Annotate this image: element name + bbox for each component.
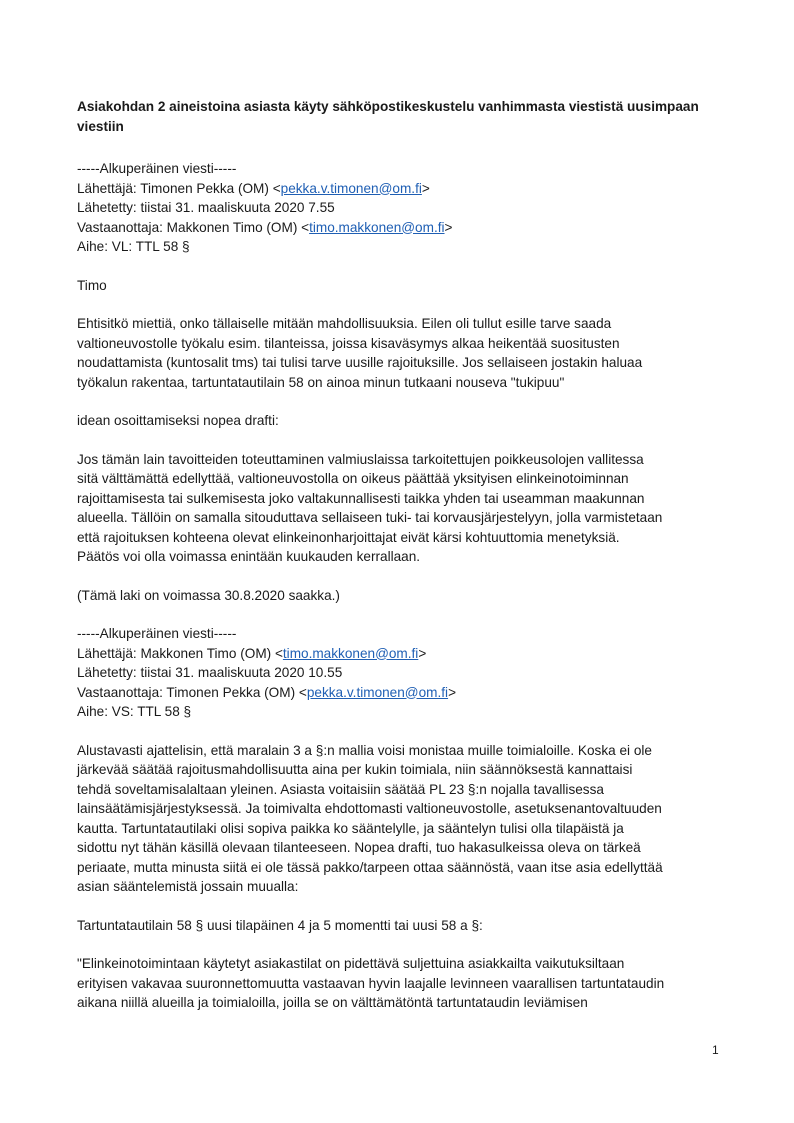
email-header-1: [77, 159, 722, 257]
email1-paragraph-2: [77, 411, 722, 431]
email2-paragraph-1: [77, 741, 722, 897]
email-from: [77, 644, 722, 664]
email-subject: Aihe: VL: TTL 58 §: [77, 239, 190, 254]
text-line: idean osoittamiseksi nopea drafti:: [77, 413, 279, 428]
email-separator: -----Alkuperäinen viesti-----: [77, 626, 237, 641]
text-line: valtioneuvostolle työkalu esim. tilanteissa, joissa kisaväsymys alkaa heikentää suositusten: [77, 335, 620, 351]
email-header-2: [77, 624, 722, 722]
email-greeting: [77, 276, 722, 296]
to-email-link[interactable]: timo.makkonen@om.fi: [309, 219, 445, 235]
to-label: Vastaanottaja: Timonen Pekka (OM) <: [77, 684, 307, 700]
from-label: Lähettäjä: Makkonen Timo (OM) <: [77, 645, 283, 661]
bracket-close: >: [448, 684, 457, 700]
text-line: järkevää säätää rajoitusmahdollisuutta aina per kukin toimiala, niin säännöksestä kannattaisi: [77, 762, 633, 777]
email-to: [77, 218, 722, 238]
heading-line: Asiakohdan 2 aineistoina asiasta käyty sähköpostikeskustelu vanhimmasta viestistä uusimpaan: [77, 99, 699, 114]
text-line: sitä välttämättä edellyttää, valtioneuvostolla on oikeus päättää yksityisen elinkeinotoiminnan: [77, 471, 629, 486]
email1-paragraph-3: [77, 450, 722, 567]
text-line: periaate, mutta minusta siitä ei ole tässä pakko/tarpeen ottaa säännöstä, vaan itse asia edellyttää: [77, 859, 663, 875]
text-line: lainsäätämisjärjestyksessä. Ja toimivalta ehdottomasti valtioneuvostolle, asetuksenantovaltuuden: [77, 801, 662, 816]
text-line: erityisen vakavaa suuronnettomuutta vastaavan hyvin laajalle levinneen vaarallisen tartuntataudin: [77, 975, 665, 991]
email1-paragraph-1: [77, 314, 722, 392]
from-label: Lähettäjä: Timonen Pekka (OM) <: [77, 180, 281, 196]
text-line: Alustavasti ajattelisin, että maralain 3 a §:n mallia voisi monistaa muille toimialoille. Koska ei ole: [77, 742, 652, 758]
text-line: Päätös voi olla voimassa enintään kuukauden kerrallaan.: [77, 549, 421, 564]
text-line: alueella. Tällöin on samalla sitouduttava sellaiseen tuki- tai korvausjärjestelyyn, jolla varmistetaan: [77, 510, 663, 525]
to-label: Vastaanottaja: Makkonen Timo (OM) <: [77, 219, 310, 235]
bracket-close: >: [444, 219, 453, 235]
bracket-close: >: [421, 180, 430, 196]
greeting-line: Timo: [77, 277, 107, 293]
email1-paragraph-4: [77, 586, 722, 606]
text-line: (Tämä laki on voimassa 30.8.2020 saakka.): [77, 587, 340, 603]
text-line: että rajoituksen kohteena olevat elinkeinonharjoittajat eivät kärsi kohtuuttomia menetyksiä.: [77, 529, 620, 545]
text-line: "Elinkeinotoimintaan käytetyt asiakastilat on pidettävä suljettuina asiakkailta vaikutuksiltaan: [77, 956, 625, 971]
email-to: [77, 683, 722, 703]
text-line: Tartuntatautilain 58 § uusi tilapäinen 4 ja 5 momentti tai uusi 58 a §:: [77, 917, 483, 933]
from-email-link[interactable]: pekka.v.timonen@om.fi: [280, 180, 422, 196]
email-sent: Lähetetty: tiistai 31. maaliskuuta 2020 7.55: [77, 200, 335, 215]
to-email-link[interactable]: pekka.v.timonen@om.fi: [306, 684, 449, 700]
text-line: noudattamista (kuntosalit tms) tai tulisi tarve uusille rajoituksille. Jos sellaiseen jostakin haluaa: [77, 355, 643, 370]
text-line: Jos tämän lain tavoitteiden toteuttaminen valmiuslaissa tarkoitettujen poikkeusolojen vallitessa: [77, 451, 644, 467]
email-from: [77, 179, 722, 199]
text-line: tehdä soveltamisalaltaan yleinen. Asiasta voitaisiin säätää PL 23 §:n nojalla tavallisessa: [77, 781, 604, 797]
page-number: 1: [712, 1043, 719, 1057]
email2-paragraph-2: [77, 916, 722, 936]
email-separator: -----Alkuperäinen viesti-----: [77, 161, 237, 176]
from-email-link[interactable]: timo.makkonen@om.fi: [282, 645, 419, 661]
text-line: aikana niillä alueilla ja toimialoilla, joilla se on välttämätöntä tartuntataudin leviämisen: [77, 995, 588, 1010]
text-line: työkalun rakentaa, tartuntatautilain 58 on ainoa minun tutkaani nouseva "tukipuu": [77, 374, 565, 390]
bracket-close: >: [418, 645, 427, 661]
document-content: [77, 97, 722, 1032]
email-subject: Aihe: VS: TTL 58 §: [77, 704, 192, 719]
text-line: Ehtisitkö miettiä, onko tällaiselle mitään mahdollisuuksia. Eilen oli tullut esille tarve saada: [77, 316, 612, 331]
text-line: sidottu nyt tähän käsillä olevaan tilanteeseen. Nopea drafti, tuo hakasulkeissa oleva on tärkeä: [77, 840, 641, 855]
text-line: kautta. Tartuntatautilaki olisi sopiva paikka ko sääntelylle, ja sääntelyn tulisi olla tilapäistä ja: [77, 820, 624, 836]
document-heading: [77, 97, 722, 136]
email2-paragraph-3: [77, 954, 722, 1013]
text-line: rajoittamisesta tai sulkemisesta joko valtakunnallisesti taikka yhden tai useamman maakunnan: [77, 490, 645, 506]
email-sent: Lähetetty: tiistai 31. maaliskuuta 2020 10.55: [77, 665, 343, 680]
heading-line: viestiin: [77, 118, 124, 134]
text-line: asian sääntelemistä jossain muualla:: [77, 879, 299, 894]
